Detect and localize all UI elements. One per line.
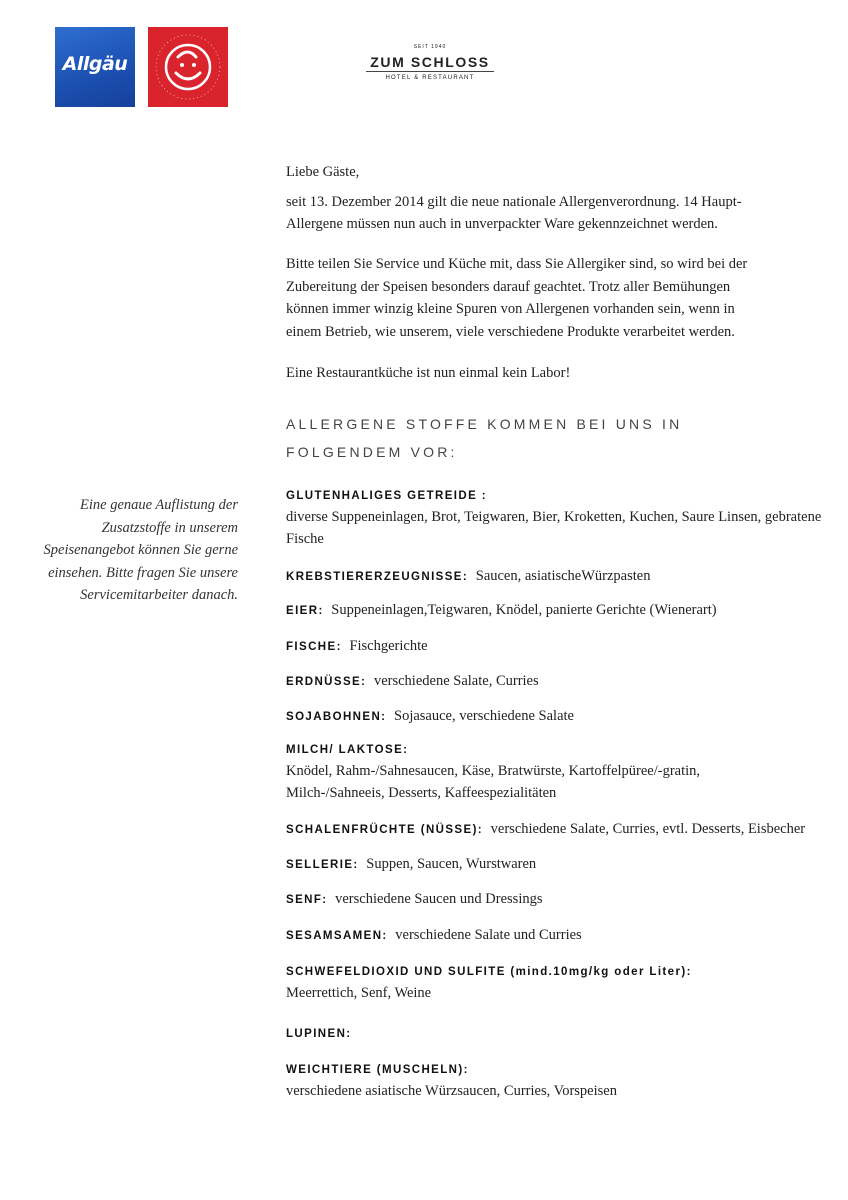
- allergen-description: verschiedene Saucen und Dressings: [335, 891, 543, 907]
- intro-paragraph-2: Bitte teilen Sie Service und Küche mit, dass Sie Allergiker sind, so wird bei der Zubereitung der Speisen besonders darauf geachtet. Trotz aller Bemühungen können immer winzig kleine Spuren von Allergenen vorhanden sein, wenn in einem Betrieb, wie unserem, viele verschiedene Produkte verarbeitet werden.: [286, 256, 748, 340]
- allergen-label: EIER:: [286, 605, 324, 617]
- allergen-item: [286, 670, 831, 693]
- allergen-description: verschiedene Salate, Curries, evtl. Desserts, Eisbecher: [490, 821, 806, 837]
- allergen-description: Saucen, asiatischeWürzpasten: [475, 568, 651, 584]
- allergen-description: Fischgerichte: [349, 638, 428, 654]
- allergen-label: ERDNÜSSE:: [286, 676, 367, 688]
- allergen-item: [286, 1060, 831, 1102]
- allergen-label: WEICHTIERE (MUSCHELN):: [286, 1064, 469, 1076]
- brand-divider: [366, 71, 494, 72]
- allergen-label: FISCHE:: [286, 641, 342, 653]
- allergen-item: [286, 924, 831, 947]
- allergen-label: GLUTENHALIGES GETREIDE :: [286, 490, 487, 502]
- allergen-description: Knödel, Rahm-/Sahnesaucen, Käse, Bratwürste, Kartoffelpüree/-gratin, Milch-/Sahneeis, Desserts, Kaffeespezialitäten: [286, 763, 701, 801]
- allergen-item: [286, 1024, 831, 1044]
- allergen-item: [286, 635, 831, 658]
- allergen-item: [286, 962, 831, 1004]
- allergen-label: MILCH/ LAKTOSE:: [286, 744, 409, 756]
- brand-name: ZUM SCHLOSS: [370, 54, 490, 70]
- allergen-label: LUPINEN:: [286, 1028, 352, 1040]
- suedland-kueche-logo: [148, 27, 228, 107]
- allergen-item: [286, 853, 831, 876]
- allergen-label: SELLERIE:: [286, 859, 359, 871]
- allergen-label: SCHALENFRÜCHTE (NÜSSE):: [286, 824, 484, 836]
- allergen-item: [286, 599, 831, 622]
- allergen-item: [286, 705, 831, 728]
- allergen-description: Sojasauce, verschiedene Salate: [394, 708, 574, 724]
- allgau-logo: [55, 27, 135, 107]
- greeting: Liebe Gäste,: [286, 164, 360, 180]
- allergen-description: Suppen, Saucen, Wurstwaren: [366, 856, 537, 872]
- brand-subtitle: HOTEL & RESTAURANT: [385, 75, 475, 81]
- restaurant-brand: [360, 44, 500, 81]
- intro-paragraph-3: Eine Restaurantküche ist nun einmal kein Labor!: [286, 365, 571, 381]
- allergen-description: Meerrettich, Senf, Weine: [286, 985, 432, 1001]
- allergen-item: [286, 486, 831, 550]
- brand-since: SEIT 1940: [413, 44, 447, 50]
- allergen-description: verschiedene Salate und Curries: [395, 927, 582, 943]
- allgau-logo-text: Allgäu: [62, 53, 128, 75]
- intro-paragraph-1: seit 13. Dezember 2014 gilt die neue nationale Allergenverordnung. 14 Haupt-Allergene müssen nun auch in unverpackter Ware gekennzeichnet werden.: [286, 194, 742, 232]
- allergen-label: SCHWEFELDIOXID UND SULFITE (mind.10mg/kg oder Liter):: [286, 966, 692, 978]
- section-heading: ALLERGENE STOFFE KOMMEN BEI UNS IN FOLGENDEM VOR:: [286, 416, 683, 460]
- allergen-label: SENF:: [286, 894, 328, 906]
- allergen-item: [286, 818, 831, 841]
- allergen-label: SESAMSAMEN:: [286, 930, 388, 942]
- allergen-item: [286, 740, 756, 804]
- allergen-item: [286, 565, 831, 588]
- side-note: Eine genaue Auflistung der Zusatzstoffe in unserem Speisenangebot können Sie gerne einsehen. Bitte fragen Sie unsere Servicemitarbeiter danach.: [43, 497, 238, 603]
- allergen-item: [286, 888, 831, 911]
- allergen-label: KREBSTIERERZEUGNISSE:: [286, 571, 469, 583]
- allergen-description: verschiedene asiatische Würzsaucen, Curries, Vorspeisen: [286, 1083, 617, 1099]
- allergen-description: Suppeneinlagen,Teigwaren, Knödel, panierte Gerichte (Wienerart): [331, 602, 717, 618]
- allergen-label: SOJABOHNEN:: [286, 711, 387, 723]
- allergen-description: diverse Suppeneinlagen, Brot, Teigwaren, Bier, Kroketten, Kuchen, Saure Linsen, gebratene Fische: [286, 509, 822, 547]
- allergen-description: verschiedene Salate, Curries: [373, 673, 539, 689]
